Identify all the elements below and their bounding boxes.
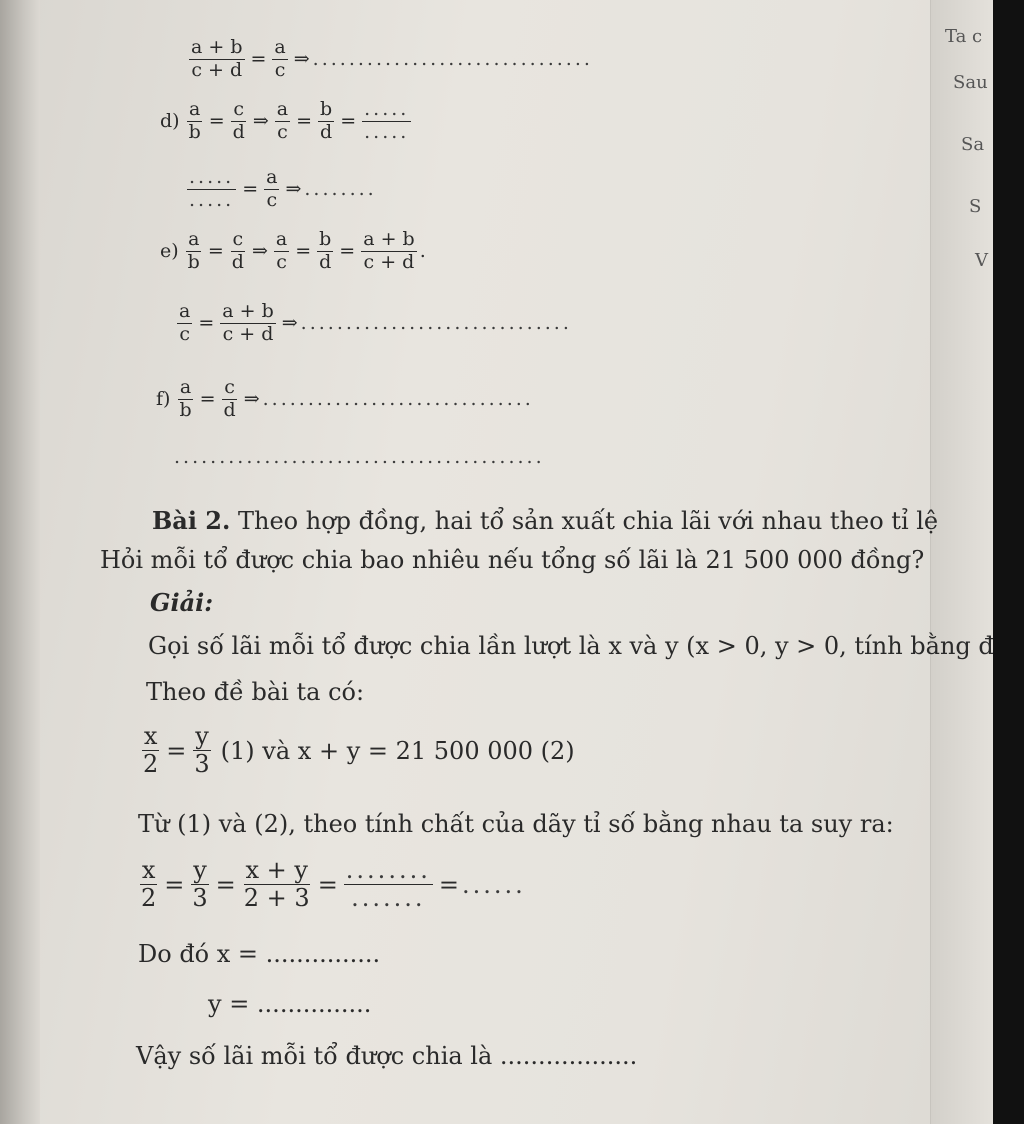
solution-line4: Do đó x = ............... — [138, 940, 381, 968]
fraction-num: a + b — [363, 228, 415, 250]
answer-dots: .............................. — [300, 312, 572, 335]
solution-line2: Theo đề bài ta có: — [146, 678, 365, 706]
implies-arrow: ⇒ — [293, 48, 310, 71]
fraction-den: c — [266, 188, 278, 211]
fraction-den: d — [319, 250, 332, 273]
fraction-den: ..... — [189, 188, 235, 211]
fraction-den: c + d — [191, 58, 243, 81]
fraction-den: d — [232, 120, 245, 143]
margin-text-3: Sa — [961, 134, 985, 155]
period: . — [419, 240, 426, 263]
fraction-den: c + d — [222, 322, 274, 345]
margin-text-2: Sau — [953, 72, 988, 93]
book-binding — [0, 0, 40, 1124]
fraction-den: 2 — [143, 750, 159, 779]
solution-line6: Vậy số lãi mỗi tổ được chia là .................. — [136, 1042, 638, 1070]
fraction-den: ....... — [351, 884, 426, 913]
equation-given: $\frac{x}{2}$ = $\frac{y}{3}$ (1) và x + y = 21 500 000 (2) — [143, 722, 575, 779]
fraction-num: b — [320, 98, 333, 120]
problem-statement-line1 — [152, 506, 938, 535]
fraction-num: y — [193, 856, 207, 884]
exercise-label: e) — [160, 240, 179, 263]
exercise-f-line2 — [174, 446, 545, 468]
fraction-den: 2 + 3 — [243, 884, 310, 913]
fraction-num: c — [232, 228, 244, 250]
solution-line5: y = ............... — [208, 990, 372, 1018]
exercise-d-line2: $\frac{.....}{.....}$ = $\frac{a}{c}$ ⇒ ........ — [189, 166, 377, 211]
fraction-den: 3 — [192, 884, 208, 913]
fraction-num: ..... — [364, 98, 410, 120]
fraction-num: a — [275, 228, 288, 250]
fraction-den: c — [274, 58, 286, 81]
implies-arrow: ⇒ — [243, 388, 260, 411]
fraction-num: x — [143, 722, 158, 750]
fraction-num: a — [188, 228, 200, 250]
problem-text: Theo hợp đồng, hai tổ sản xuất chia lãi với nhau theo tỉ lệ — [238, 507, 939, 535]
exercise-label: f) — [156, 388, 171, 411]
fraction-num: ..... — [189, 166, 235, 188]
fraction-den: 3 — [194, 750, 210, 779]
fraction-num: x + y — [245, 856, 308, 884]
fraction-num: a — [179, 300, 191, 322]
fraction-den: ..... — [364, 120, 410, 143]
answer-dots: ............................... — [312, 48, 593, 71]
fraction-den: c — [276, 250, 287, 273]
implies-arrow: ⇒ — [281, 312, 298, 335]
margin-text-4: S — [969, 196, 982, 217]
exercise-c-line: $\frac{a + b}{c + d}$ = $\frac{a}{c}$ ⇒ ............................... — [191, 36, 593, 81]
fraction-num: a + b — [222, 300, 274, 322]
answer-dots: .............................. — [262, 388, 534, 411]
solution-line3: Từ (1) và (2), theo tính chất của dãy tỉ số bằng nhau ta suy ra: — [138, 810, 894, 838]
solution-line1: Gọi số lãi mỗi tổ được chia lần lượt là x và y (x > 0, y > 0, tính bằng đ — [148, 632, 994, 660]
exercise-label: d) — [160, 110, 180, 133]
fraction-den: 2 — [141, 884, 157, 913]
fraction-den: c + d — [363, 250, 415, 273]
fraction-num: ........ — [345, 856, 431, 884]
fraction-num: a — [274, 36, 286, 58]
solution-label: Giải: — [150, 588, 214, 617]
answer-dots: ...... — [461, 870, 526, 899]
margin-text-5: V — [975, 250, 988, 271]
fraction-den: b — [188, 120, 201, 143]
exercise-f-line1: f) $\frac{a}{b}$ = $\frac{c}{d}$ ⇒ .............................. — [156, 376, 534, 421]
fraction-num: a — [179, 376, 192, 398]
fraction-den: d — [320, 120, 333, 143]
fraction-num: a — [189, 98, 201, 120]
margin-text-1: Ta c — [945, 26, 983, 47]
problem-title: Bài 2. — [152, 506, 231, 535]
fraction-num: a — [276, 98, 289, 120]
fraction-den: c — [179, 322, 190, 345]
problem-statement-line2: Hỏi mỗi tổ được chia bao nhiêu nếu tổng số lãi là 21 500 000 đồng? — [100, 546, 925, 574]
fraction-den: d — [231, 250, 244, 273]
implies-arrow: ⇒ — [252, 110, 269, 133]
implies-arrow: ⇒ — [251, 240, 268, 263]
fraction-num: x — [141, 856, 156, 884]
fraction-num: b — [319, 228, 332, 250]
fraction-den: c — [277, 120, 288, 143]
equation-text: (1) và x + y = 21 500 000 (2) — [220, 736, 575, 765]
fraction-den: d — [223, 398, 236, 421]
exercise-e-line1: e) $\frac{a}{b}$ = $\frac{c}{d}$ ⇒ $\frac{a}{c}$ = $\frac{b}{d}$ = $\frac{a + b}{c + d}$ . — [160, 228, 426, 273]
fraction-num: a + b — [191, 36, 243, 58]
fraction-num: c — [224, 376, 235, 398]
fraction-num: a — [266, 166, 278, 188]
implies-arrow: ⇒ — [285, 178, 302, 201]
exercise-e-line2: $\frac{a}{c}$ = $\frac{a + b}{c + d}$ ⇒ .............................. — [179, 300, 572, 345]
equation-ratio: $\frac{x}{2}$ = $\frac{y}{3}$ = $\frac{x + y}{2 + 3}$ = $\frac{........}{.......}$ = ...... — [141, 856, 526, 913]
answer-dots: ......................................... — [174, 446, 545, 468]
adjacent-page — [930, 0, 993, 1124]
fraction-den: b — [187, 250, 200, 273]
fraction-den: b — [179, 398, 192, 421]
fraction-num: c — [233, 98, 245, 120]
fraction-num: y — [195, 722, 209, 750]
exercise-d-line1: d) $\frac{a}{b}$ = $\frac{c}{d}$ ⇒ $\frac{a}{c}$ = $\frac{b}{d}$ = $\frac{.....}{.....}$ — [160, 98, 410, 143]
answer-dots: ........ — [304, 178, 377, 201]
